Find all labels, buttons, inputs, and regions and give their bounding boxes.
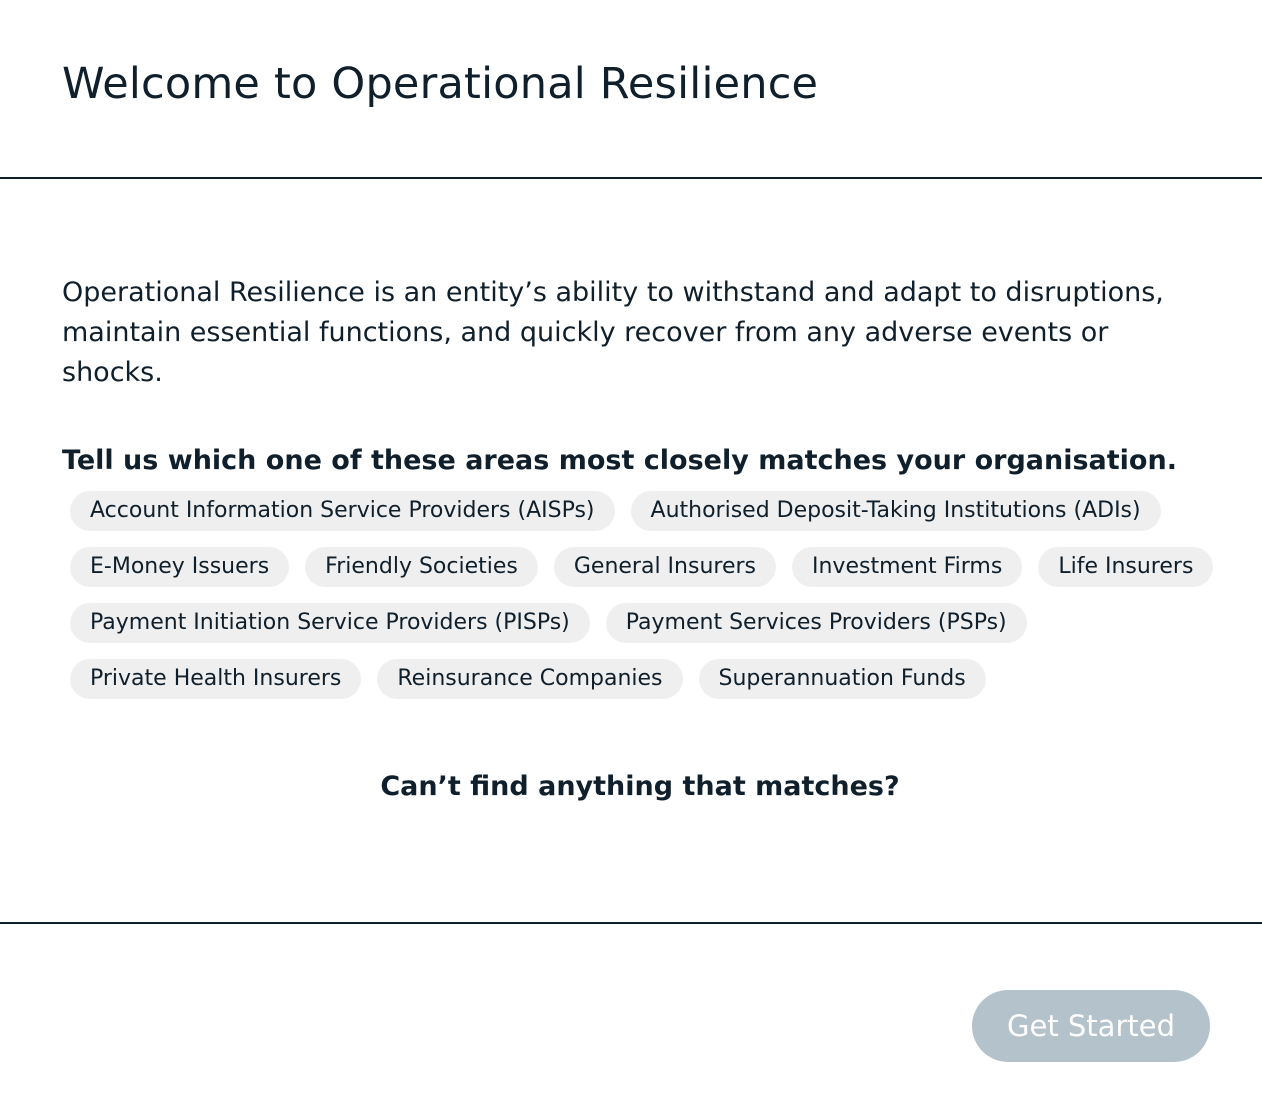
selection-prompt: Tell us which one of these areas most closely matches your organisation.	[62, 445, 1177, 476]
option-chip-e-money-issuers[interactable]: E-Money Issuers	[70, 547, 289, 587]
option-chip-psps[interactable]: Payment Services Providers (PSPs)	[606, 603, 1027, 643]
no-match-link[interactable]: Can’t find anything that matches?	[380, 771, 900, 802]
dialog-header	[0, 0, 1262, 179]
option-chip-aisps[interactable]: Account Information Service Providers (AISPs)	[70, 491, 615, 531]
dialog-title: Welcome to Operational Resilience	[62, 59, 819, 109]
option-chip-reinsurance-companies[interactable]: Reinsurance Companies	[377, 659, 682, 699]
organisation-type-options	[62, 491, 1222, 699]
option-chip-life-insurers[interactable]: Life Insurers	[1038, 547, 1213, 587]
dialog-footer	[0, 922, 1262, 1116]
option-chip-investment-firms[interactable]: Investment Firms	[792, 547, 1022, 587]
option-chip-friendly-societies[interactable]: Friendly Societies	[305, 547, 538, 587]
option-chip-general-insurers[interactable]: General Insurers	[554, 547, 776, 587]
option-chip-private-health-insurers[interactable]: Private Health Insurers	[70, 659, 361, 699]
option-chip-adis[interactable]: Authorised Deposit-Taking Institutions (ADIs)	[631, 491, 1161, 531]
option-chip-pisps[interactable]: Payment Initiation Service Providers (PISPs)	[70, 603, 590, 643]
option-chip-superannuation-funds[interactable]: Superannuation Funds	[699, 659, 986, 699]
get-started-button[interactable]: Get Started	[972, 990, 1210, 1062]
intro-text: Operational Resilience is an entity’s ability to withstand and adapt to disruptions, maintain essential functions, and quickly recover from any adverse events or shocks.	[62, 277, 1164, 388]
dialog-body	[0, 179, 1262, 922]
